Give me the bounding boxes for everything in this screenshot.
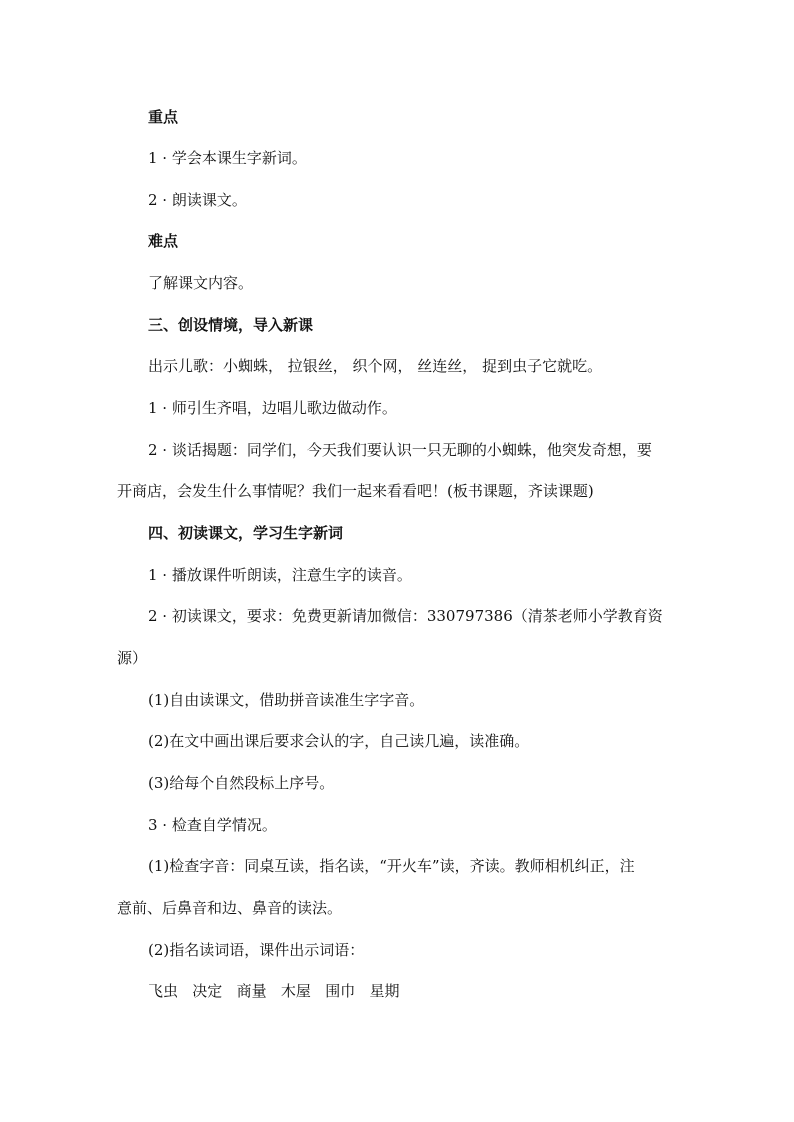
difficulty-text: 了解课文内容。 bbox=[148, 274, 254, 292]
section-3-item-1: 1 · 师引生齐唱，边唱儿歌边做动作。 bbox=[148, 399, 397, 417]
nursery-rhyme: 出示儿歌：小蜘蛛， 拉银丝， 织个网， 丝连丝， 捉到虫子它就吃。 bbox=[148, 357, 603, 375]
key-points-heading: 重点 bbox=[148, 108, 179, 126]
key-point-2: 2 · 朗读课文。 bbox=[148, 191, 247, 209]
key-point-1: 1 · 学会本课生字新词。 bbox=[148, 149, 307, 167]
section-3-item-2-line-1: 2 · 谈话揭题：同学们，今天我们要认识一只无聊的小蜘蛛，他突发奇想，要 bbox=[148, 441, 652, 459]
section-4-item-2-sub-1: (1)自由读课文，借助拼音读准生字字音。 bbox=[148, 691, 425, 709]
section-4-item-2-sub-2: (2)在文中画出课后要求会认的字，自己读几遍，读准确。 bbox=[148, 732, 530, 750]
section-4-item-3-sub-2: (2)指名读词语，课件出示词语： bbox=[148, 941, 365, 959]
vocabulary-words: 飞虫 决定 商量 木屋 围巾 星期 bbox=[148, 982, 400, 1000]
section-4-item-3-sub-1-line-2: 意前、后鼻音和边、鼻音的读法。 bbox=[117, 899, 343, 917]
section-4-item-3-sub-1-line-1: (1)检查字音：同桌互读，指名读，“开火车”读，齐读。教师相机纠正，注 bbox=[148, 857, 635, 875]
section-3-item-2-line-2: 开商店，会发生什么事情呢？我们一起来看看吧！(板书课题，齐读课题) bbox=[117, 482, 594, 500]
difficulty-heading: 难点 bbox=[148, 232, 179, 250]
section-4-item-3: 3 · 检查自学情况。 bbox=[148, 816, 277, 834]
section-4-item-2-sub-3: (3)给每个自然段标上序号。 bbox=[148, 774, 335, 792]
section-3-heading: 三、创设情境，导入新课 bbox=[148, 316, 314, 334]
section-4-heading: 四、初读课文，学习生字新词 bbox=[148, 524, 344, 542]
section-4-item-2-line-2: 源） bbox=[117, 649, 148, 667]
section-4-item-2-line-1: 2 · 初读课文，要求：免费更新请加微信：330797386（清茶老师小学教育资 bbox=[148, 607, 663, 625]
section-4-item-1: 1 · 播放课件听朗读，注意生字的读音。 bbox=[148, 566, 412, 584]
